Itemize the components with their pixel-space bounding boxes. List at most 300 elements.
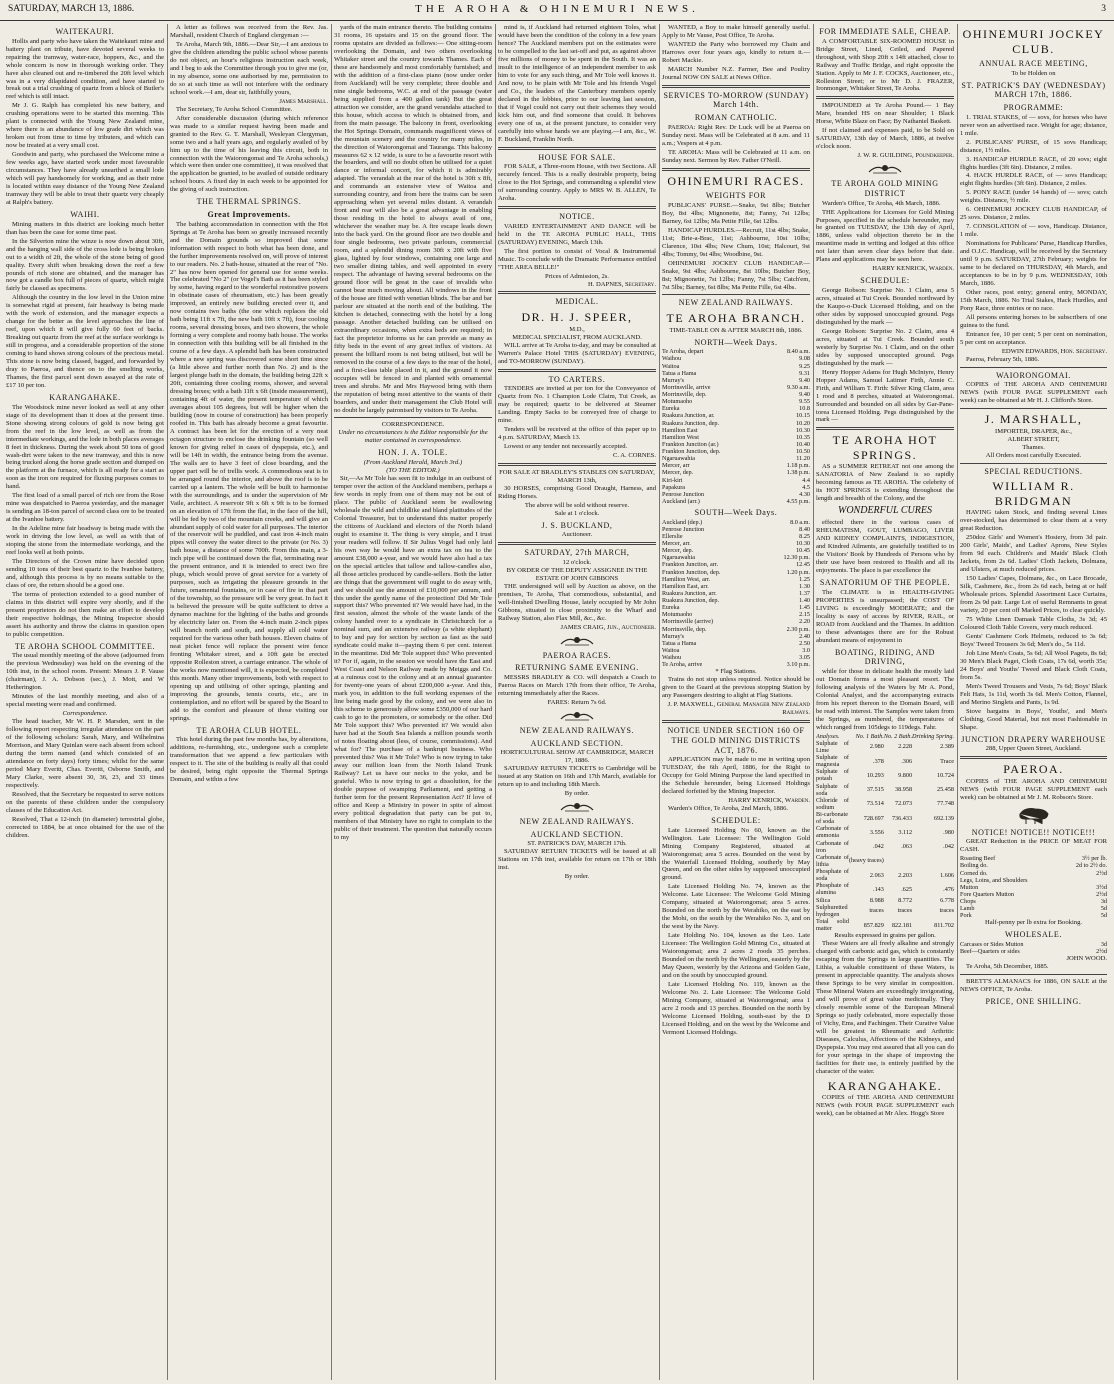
table-cell: Phosphate of alumina: [816, 882, 849, 897]
column-rule: [498, 291, 656, 294]
table-cell: 2.40: [799, 632, 810, 640]
paragraph: Trains do not stop unless required. Notice should be given to the Guard at the previous stopping Station by any Passengers desiring to alight at Flag Stations.: [662, 676, 810, 700]
paragraph: OHINEMURI JOCKEY CLUB HANDICAP.—Snake, 9st 4lbs; Ashbourne, 8st 10lbs; Butcher Boy, 8st; Mignonette, 7st 12lbs; Fanny, 7st 5lbs; Catch'em, 7st 5lbs; Barney, 6st 8lbs; Ma Petite Fille, 6st 4lbs.: [662, 259, 810, 291]
table-cell: Hamilton East: [662, 426, 698, 434]
section-heading: KARANGAHAKE.: [49, 393, 121, 403]
section-heading: JUNCTION DRAPERY WAREHOUSE: [961, 734, 1106, 744]
table-cell: 2.203: [898, 871, 913, 879]
centered-line: Half-penny per lb extra for Booking.: [984, 919, 1083, 927]
table-cell: 3.556: [869, 828, 884, 836]
table-row: [662, 576, 810, 583]
table-header-cell: Drinking Spring.: [912, 732, 954, 740]
table-cell: Sulphuretted hydrogen: [816, 903, 848, 918]
paragraph: TE AROHA: Mass will be Celebrated at 11 a.m. on Sunday next. Sermon by Rev. Father O'Neill.: [662, 148, 810, 164]
table-cell: Ruakura Junction, dep.: [662, 597, 720, 605]
paragraph: Entrance fee, 10 per cent; 5 per cent on nomination, 5 per cent on acceptance.: [960, 330, 1107, 346]
table-cell: 11.20: [796, 455, 810, 463]
table-cell: Carcases or Sides Mutton: [960, 941, 1024, 949]
page-number: 3: [1101, 4, 1106, 14]
paragraph: This hotel during the past few months has, by alterations, additions, re-furnishing, etc., undergone such a complete transformation that we append a few particulars with respect to it. The site of the building is really all that could be desired, being right opposite the Thermal Springs Domain, and within a few: [170, 736, 328, 784]
section-heading: ROMAN CATHOLIC.: [694, 113, 778, 123]
table-header-cell: No. 1 Bath.: [855, 732, 884, 740]
table-row: [662, 519, 810, 526]
table-cell: 1.25: [799, 575, 810, 583]
table-cell: [884, 854, 912, 868]
section-heading: PRICE, ONE SHILLING.: [985, 997, 1082, 1007]
paragraph: 7. CONSOLATION of — sovs, Handicap. Distance, 1 mile.: [960, 223, 1107, 239]
paragraph: 250doz Girls' and Women's Hosiery, from 3d pair. 200 Girls', Maids', and Ladies' Aprons, New Styles from 9d each. Children's and Maids' Black Cloth Jackets, from 2s 6d. Ladies' Cloth Jackets, Dolmans, and Ulsters, at much reduced prices.: [960, 534, 1107, 574]
paragraph: A COMFORTABLE SIX-ROOMED HOUSE in Bridge Street, Lined, Ceiled, and Papered throughout, with Shop 20ft x 14ft attached, close to Railway and Traffic Bridge, and right opposite the Station. Apply to Mr J. F. COCKS, Auctioneer, etc., Rolleston Street; or to Mr D. J. FRAZER, Ironmonger, Whitaker Street, Te Aroha.: [816, 37, 954, 93]
signature-line: JOHN WOOD.: [1066, 955, 1107, 963]
table-cell: 5d: [1100, 905, 1107, 913]
section-heading: WAIORONGOMAI.: [996, 370, 1071, 380]
table-cell: 6.778: [940, 896, 954, 904]
table-cell: .042: [943, 843, 954, 851]
table-row: [662, 526, 810, 533]
table-row: [816, 904, 954, 918]
section-heading: WEIGHTS FOR: [705, 191, 767, 201]
column-rule: [816, 96, 954, 99]
paragraph: George Robson: Surprise No. 2 Claim, area 4 acres, situated at Tui Creek. Bounded south westerly by Surprise No. 1 Claim, and on the other sides by supposed unoccupied ground. Pegs distinguished by the mark —: [816, 327, 954, 367]
table-cell: 10.724: [936, 771, 954, 779]
table-cell: 10.30: [796, 540, 810, 548]
table-row: [662, 661, 810, 668]
table-row: [662, 355, 810, 362]
centered-line: * Flag Stations.: [715, 668, 757, 676]
table-cell: 8.772: [898, 896, 913, 904]
table-cell: Motumaoho: [662, 611, 693, 619]
masthead: [0, 0, 1114, 21]
table-cell: 5d: [1100, 912, 1107, 920]
timetable: [960, 941, 1107, 955]
paragraph: Late Holding No. 104, known as the Leo. Late Licensee: The Wellington Gold Mining Co., situated at Waiorongomai; area 2 acres 2 roods 35 perches. Bounded on the north by the Wellington, easterly by the May Queen, westerly by the Arizona and Golden Gate, and on the south by unoccupied ground.: [662, 932, 810, 980]
paragraph: Henry Hopper Adams for Hugh McIntyre, Henry Hopper Adams, Samuel Latimer Firth, Annie C. Firth, and William T. Firth: Silver King Claim, area 1 rood and 8 perches, situated at Waiorongomai. Surrounded and bounded on all sides by Gar-Pane-torea Licensed Holding. Pegs distinguished by the mark —: [816, 368, 954, 424]
table-cell: 2½d: [1096, 948, 1107, 956]
table-cell: 2.20: [799, 618, 810, 626]
paragraph: 150 Ladies' Capes, Dolmans, &c., on Lace Brocade, Silk, Cashmere, &c., from 2s 6d each, being at or half Wholesale prices. Splendid Assortment Lace Curtains, from 2s 9d pair. Large Lot of useful Remnants in great variety, 20 per cent off Marked Prices, to clear quickly.: [960, 575, 1107, 615]
table-cell: 72.073: [895, 800, 913, 808]
section-heading: TE AROHA CLUB HOTEL.: [196, 725, 302, 735]
section-heading: SPECIAL REDUCTIONS.: [984, 466, 1083, 476]
table-cell: Motumaoho: [662, 398, 693, 406]
centered-line: FOR SALE AT BRADLEY'S STABLES ON SATURDAY, MARCH 13th,: [499, 468, 655, 484]
table-cell: Lamb: [960, 905, 975, 913]
column-5: [662, 24, 814, 1380]
centered-line: By order.: [564, 790, 590, 798]
table-row: [662, 618, 810, 625]
table-cell: 25.458: [936, 786, 954, 794]
display-heading: OHINEMURI RACES.: [667, 173, 805, 188]
table-row: [960, 870, 1107, 877]
table-header-row: [816, 733, 954, 740]
table-cell: Carbonate of iron: [816, 839, 849, 854]
paragraph: Gents' Cashmere Cork Helmets, reduced to 3s 6d; Boys' Tweed Trousers 3s 6d; Men's do., 5s 11d.: [960, 632, 1107, 648]
column-rule: [498, 369, 656, 372]
section-heading: PAEROA RACES.: [542, 650, 612, 660]
section-heading: NEW ZEALAND RAILWAYS.: [519, 725, 635, 735]
column-rule: [960, 463, 1107, 464]
table-row: [816, 797, 954, 811]
sub-heading: Correspondence.: [62, 710, 108, 718]
section-heading: NEW ZEALAND RAILWAYS.: [678, 298, 794, 308]
table-cell: 9.800: [898, 771, 913, 779]
table-row: [662, 604, 810, 611]
table-cell: 3.10 p.m.: [786, 661, 810, 669]
paragraph: Te Aroha, 5th December, 1885.: [966, 963, 1049, 971]
table-cell: 1.20 p.m.: [786, 568, 810, 576]
centered-line: ST. PATRICK'S DAY, MARCH 17th.: [527, 840, 627, 848]
table-cell: 1.606: [940, 871, 954, 879]
masthead-title: THE AROHA & OHINEMURI NEWS.: [415, 3, 699, 15]
table-cell: Beef—Quarters or sides: [960, 948, 1020, 956]
paragraph: Lowest or any tender not necessarily accepted.: [504, 442, 628, 450]
paragraph: The bathing accommodation in connection with the Hot Springs at Te Aroha has been so greatly increased recently and the Domain grounds so improved that some information with respect to both what has been done, and the further improvements resolved on, will prove of interest to our readers. No. 2 bath-house, situated at the rear of "No. 2" has now been opened for general use for some weeks. The celebrated "No 2" (or Vogel's Bath as it has been styled by some, having regard to the wonderful restorative powers in obstinate cases of rheumatism, etc.) has been greatly improved, an entirely new building erected over it, and now contains two baths (the one which replaces the old bath being 11ft x 7ft, the new bath 10ft x 7ft), four cooling rooms, several dressing boxes, and two showers, the whole forming a very complete and roomy bath house. The works in connection with this building will be all finished in the course of a few days. A splendid bath has been constructed where a new spring was discovered some short time since (a little above and further north than No. 2) and is the largest plunge bath in the domain, the building being 22ft x 20ft, containing three cooling rooms, shower, and several dressing boxes; with a bath 11ft x 6ft (inside measurement), containing 4ft of water, the present temperature of which averages about 105 degrees, but will be higher when the building (now in course of construction) has been properly roofed in. This bath has already become a great favourite. A contract has been let for the erection of a very neat octagon structure to enclose the drinking fountain (so well known for giving relief in cases of dyspepsia, etc.), and will be 14ft in width, the entrance being from the avenue. The walls are to have 3 feet of close boarding, and the upper part will be of trellis work. A commodious seat is to be arranged round the interior, and above the roof is to be carried up a lantern. The whole will be built to harmonise with the surroundings, and is under the supervision of Mr Vaile, architect. A reservoir 9ft x 6ft x 9ft is to be formed on an elevation of 17ft from the flat, in the face of the hill, will be fed by two of the mountain creeks, and will give an abundant supply of cold water for all purposes. The interior of the reservoir will be puddled, and cast iron 4-inch main pipes will convey the water direct to the private (or No. 3) bath house, a distance of some 700ft. From this main, a 3-inch pipe will be continued down the flat, terminating near the present entrance, and it is intended to erect two fire plugs, which would prove of great service for a variety of purposes, such as irrigating the pleasure grounds in the future, ornamental fountains, or in case of fire in that part of the township, so the pressure will be very great. In fact it is believed the pressure will be quite sufficient to drive a dynamo machine for the lighting of the baths and grounds by electricity later on. From the 4-inch main 2-inch pipes will branch north and south, and supply all cold water required for the various other bath houses. Eleven chains of neat picket fence will replace the present wire fence fronting Whitaker street, and a 10ft gate be erected opposite Rolleston street, a carriage entrance. The whole of the works now mentioned will, it is expected, be completed this month. Many other improvements, both with respect to opening up and utilising of other springs, planting and improving the grounds, tennis courts, etc., are in contemplation, and no effort will be spared by the Board to add to the comfort and pleasure of those visiting our springs.: [170, 220, 328, 722]
column-rule: [498, 147, 656, 150]
paragraph: GREAT Reduction in the PRICE OF MEAT FOR CASH.: [960, 838, 1107, 854]
paragraph: The head teacher, Mr W. H. P. Marsden, sent in the following report respecting irregular attendance on the part of the following scholars: Sarah, Mary, and Wilhelmina Morrison, and Mary Quinlan were each absent from school during the term named (and which consisted of an attendance on forty days) forty times; whilst for the same period Mary Everitt, Chas. Everitt, Osborne Smith, and Mary Clarke, were absent 30, 36, 23, and 33 times respectively.: [6, 718, 164, 789]
timetable: [662, 348, 810, 505]
sub-heading: Great Improvements.: [207, 210, 291, 220]
section-heading: FOR IMMEDIATE SALE, CHEAP.: [819, 27, 951, 36]
table-cell: Phosphate of soda: [816, 868, 849, 883]
centered-line: Thames.: [1022, 443, 1045, 451]
table-cell: 728.697: [863, 814, 884, 822]
section-heading: SERVICES TO-MORROW (SUNDAY) March 14th.: [663, 90, 809, 110]
table-row: [816, 840, 954, 854]
table-cell: Ruakura Junction, arr.: [662, 589, 717, 597]
masthead-date: SATURDAY, MARCH 13, 1886.: [8, 4, 135, 14]
table-row: [960, 898, 1107, 905]
table-row: [662, 469, 810, 476]
table-cell: 736.433: [891, 814, 913, 822]
table-cell: Chops: [960, 898, 976, 905]
paragraph: Stove bargains in Boys', Youths', and Men's Clothing, Good Material, but not most Fashionable in Shape.: [960, 707, 1107, 731]
column-3: [334, 24, 496, 1380]
table-cell: Frankton Junction, dep.: [662, 448, 721, 456]
display-heading: J. MARSHALL,: [984, 412, 1083, 427]
table-cell: 1.18 p.m.: [786, 462, 810, 470]
table-row: [816, 882, 954, 896]
table-cell: Tatua a Hama: [662, 639, 697, 647]
table-cell: 4.4: [802, 476, 810, 484]
signature-line: H. DAPNES, Secretary.: [587, 280, 656, 288]
paragraph: BRETT'S ALMANACS for 1886, ON SALE at the NEWS OFFICE, Te Aroha.: [960, 978, 1107, 994]
centered-line: (From Auckland Herald, March 3rd.): [363, 459, 463, 467]
table-cell: Trace: [940, 757, 954, 765]
signature-line: J. P. MAXWELL, General Manager New Zealand Railways.: [667, 701, 810, 717]
paragraph: Hollis and party who have taken the Waitekauri mine and battery plant on tribute, have devoted several weeks to repairing the tramway, water-race, hoppers, &c., and the whole concern is now in thorough working order. They have also cleaned out and re-timbered the 20ft level which was in a very dilapidated condition, and have started to break out a trial crushing of quartz from a block of Butler's reef which is still intact.: [6, 37, 164, 101]
table-cell: Morrinsville, arrive: [662, 383, 711, 391]
table-cell: Pork: [960, 912, 972, 920]
paragraph: MESSRS BRADLEY & CO. will despatch a Coach to Paeroa Races on March 17th from their office, Te Aroha, returning immediately after the Races.: [498, 674, 656, 698]
paragraph: COPIES of THE AROHA AND OHINEMURI NEWS (with FOUR PAGE SUPPLEMENT each week), can be obtained at Mr Alex. Hogg's Store: [816, 1094, 954, 1118]
table-cell: .063: [901, 843, 913, 851]
paragraph: Paeroa, February 5th, 1886.: [966, 355, 1040, 363]
paragraph: THE Applications for Licenses for Gold Mining Purposes, specified in the schedule hereunder, may be granted on TUESDAY, the 13th day of April, 1886, unless valid objection thereto be in the meantime made in writing and lodged at this office not later than seven clear days before that date. Plans and applications may be seen here.: [816, 208, 954, 264]
table-row: [662, 391, 810, 398]
table-row: [662, 420, 810, 427]
table-cell: 10.35: [796, 433, 810, 441]
table-row: [816, 918, 954, 932]
section-heading: HOUSE FOR SALE.: [538, 152, 616, 162]
table-row: [662, 455, 810, 462]
table-cell: Waihou: [662, 355, 682, 363]
centered-line: HORTICULTURAL SHOW AT CAMBRIDGE, MARCH 17, 1886.: [500, 749, 654, 765]
paragraph: APPLICATION may be made to me in writing upon TUESDAY, the 6th April, 1886, for the Right to Occupy for Gold Mining Purpose the land specified in the Schedule hereunder, being Licensed Holdings declared forfeited by the Mining Inspector.: [662, 756, 810, 796]
table-cell: Ngaruawahia: [662, 455, 695, 463]
table-cell: 3½ per lb.: [1081, 855, 1107, 863]
section-heading: WHOLESALE.: [1005, 930, 1062, 940]
section-heading: MEDICAL.: [555, 297, 599, 307]
paragraph: A letter as follows was received from the Rev. Jas. Marshall, resident Church of England clergyman :—: [170, 24, 328, 39]
centered-line: Under no circumstances is the Editor responsible for the matter contained in correspondence.: [338, 429, 488, 445]
table-cell: 2d to 2½ do.: [1075, 862, 1107, 870]
paragraph: The CLIMATE is in HEALTH-GIVING PROPERTIES is unsurpassed; the COST OF LIVING is exceedingly MODERATE; and the locality is easy of access by RIVER, RAIL, or ROAD from Auckland and the Thames. In addition to these advantages there are for the Robust abundant means of enjoyment in: [816, 588, 954, 644]
column-rule: [960, 367, 1107, 368]
column-rule: [662, 294, 810, 295]
table-row: [816, 897, 954, 904]
section-heading: RETURNING SAME EVENING.: [515, 663, 639, 673]
section-heading: WAIHI.: [70, 210, 100, 220]
display-heading: TE AROHA HOT SPRINGS.: [832, 433, 938, 462]
paragraph: WANTED the Party who borrowed my Chain and Harrows over four years ago, kindly to return it.—Robert Mackie.: [662, 40, 810, 64]
paragraph: 5. PONY RACE (under 14 hands) of — sovs; catch weights. Distance, ½ mile.: [960, 189, 1107, 205]
table-cell: 9.40: [799, 391, 810, 399]
section-heading: BOATING, RIDING, AND DRIVING,: [835, 647, 935, 667]
signature-line: HARRY KENRICK, Warden.: [872, 265, 954, 273]
table-cell: Sulphate of magnesia: [816, 754, 849, 769]
table-cell: [1061, 877, 1107, 884]
table-cell: 3.0: [802, 646, 810, 654]
column-1: [6, 24, 168, 1380]
table-row: [816, 811, 954, 825]
centered-line: 12 o'clock.: [562, 559, 592, 567]
table-cell: Total solid matter: [816, 917, 849, 933]
table-cell: Sulphate of potash: [816, 768, 849, 783]
column-rule: [816, 427, 954, 430]
table-cell: 10.8: [799, 405, 810, 413]
table-cell: Waitoa: [662, 362, 680, 370]
table-cell: Frankton Junction, arr.: [662, 561, 719, 569]
signature-line: EDWIN EDWARDS, Hon. Secretary.: [1001, 347, 1107, 355]
table-row: [662, 384, 810, 391]
table-row: [662, 441, 810, 448]
paragraph: WILL arrive at Te Aroha to-day, and may be consulted at Warren's Palace Hotel THIS (SATURDAY) EVENING, and TO-MORROW (SUNDAY).: [498, 341, 656, 365]
table-cell: .980: [943, 828, 954, 836]
table-row: [960, 855, 1107, 862]
paragraph: HANDICAP HURDLES.—Recruit, 11st 4lbs; Snake, 11st; Brie-a-Brac, 11st; Ashbourne, 10st 10lbs; Clarence, 10st 4lbs; New Chum, 10st; Halcourt, 9st 4lbs; Tommy, 9st 4lbs; Woodbine, 9st.: [662, 226, 810, 258]
paragraph: The Directors of the Crown mine have decided upon sending 10 tons of their best quartz to the Ivanhoe battery, and, although this process is by no means suitable to the class of ore, the return should be a good one.: [6, 558, 164, 590]
section-heading: NEW ZEALAND RAILWAYS.: [519, 817, 635, 827]
paragraph: The first portion to consist of Vocal & Instrumental Music. To conclude with the Dramatic Performance entitled "THE AREA BELLE!": [498, 247, 656, 271]
table-cell: Eureka: [662, 405, 680, 413]
paragraph: Men's Tweed Trousers and Vests, 7s 6d; Boys' Black Felt Hats, 1s 11d, worth 3s 6d. Men's Cotton, Flannel, and Merino Singlets and Pants, 1s 9d.: [960, 682, 1107, 706]
table-row: [662, 583, 810, 590]
table-cell: 8.40: [799, 525, 810, 533]
table-row: [662, 363, 810, 370]
paragraph: 30 HORSES, comprising Good Draught, Harness, and Riding Horses.: [498, 484, 656, 500]
table-cell: Morrinsville, dep.: [662, 625, 707, 633]
table-row: [662, 448, 810, 455]
table-cell: 37.515: [866, 786, 884, 794]
display-heading: TE AROHA BRANCH.: [666, 311, 806, 326]
table-cell: 9.30 a.m.: [786, 383, 810, 391]
table-cell: Waitoa: [662, 646, 680, 654]
table-cell: 2½d: [1096, 869, 1107, 877]
table-cell: Eureka: [662, 604, 680, 612]
table-cell: Sulphate of soda: [816, 782, 849, 797]
table-cell: Te Aroha, depart: [662, 348, 704, 356]
table-row: [816, 854, 954, 868]
centered-line: CORRESPONDENCE.: [381, 421, 445, 429]
table-row: [960, 941, 1107, 948]
column-rule: [662, 168, 810, 171]
table-row: [662, 561, 810, 568]
column-rule: [662, 85, 810, 88]
column-rule: [498, 206, 656, 209]
paragraph: The usual monthly meeting of the above (adjourned from the previous Wednesday) was held on the evening of the 10th inst, in the school room. Present: Messrs J. P. Vause (chairman), J. A. Dobson (sec.), J. Mott, and W Hetherington.: [6, 652, 164, 692]
table-row: [662, 597, 810, 604]
table-cell: 822.181: [891, 921, 913, 929]
table-cell: .378: [873, 757, 884, 765]
paragraph: In the Adeline mine fair headway is being made with the work in driving the low level, as well as with that of stoping the stone from the intermediate workings, and the reef looks well at both points.: [6, 525, 164, 557]
table-row: [662, 348, 810, 355]
table-row: [960, 884, 1107, 891]
table-cell: 3.112: [898, 828, 913, 836]
column-rule: [498, 542, 656, 545]
table-cell: traces: [939, 907, 954, 915]
section-heading: NOTICE UNDER SECTION 160 OF THE GOLD MINING DISTRICTS ACT, 1876.: [667, 726, 805, 755]
table-cell: Roasting Beef: [960, 855, 996, 863]
signature-line: James Marshall.: [279, 97, 328, 105]
table-cell: .625: [901, 885, 913, 893]
crest-ornament: [816, 162, 954, 176]
table-header-cell: Analyses.: [816, 732, 840, 740]
centered-line: M.D.,: [569, 325, 585, 333]
section-heading: NOTICE.: [559, 212, 595, 222]
table-row: [816, 740, 954, 754]
paragraph: 4. HACK HURDLE RACE, of — sovs Handicap; eight flights hurdles (3ft 6in). Distance, 2 miles.: [960, 172, 1107, 188]
section-heading: PROGRAMME:: [1003, 103, 1064, 113]
table-row: [816, 768, 954, 782]
table-cell: Murray's: [662, 376, 685, 384]
table-row: [662, 533, 810, 540]
centered-line: Prices of Admission, 2s.: [545, 272, 609, 280]
paragraph: Nominations for Publicans' Purse, Handicap Hurdles, and O.J.C. Handicap, will be received by the Secretary until 9 p.m. SATURDAY, 27th February; weights for same to be declared on THURSDAY, 4th March, and acceptances to be in by 9 p.m. WEDNESDAY, 10th March, 1886.: [960, 240, 1107, 288]
table-cell: .143: [873, 885, 884, 893]
table-cell: Ruakura Junction, dep.: [662, 419, 720, 427]
table-cell: Bi-carbonate of soda: [816, 811, 848, 826]
paragraph: Warden's Office, Te Aroha, 2nd March, 1886.: [668, 805, 789, 812]
table-row: [662, 405, 810, 412]
table-row: [662, 427, 810, 434]
section-heading: SCHEDULE:: [860, 276, 910, 286]
paragraph: After considerable discussion (during which reference was made to a similar request having been made and granted to the Rev. G. T. Marshall, Wesleyan Clergyman, some two and a half years ago, and regularly availed of by him up to the time of his leaving this circuit, both in connection with the Waiorongomai and Te Aroha schools,) which were then under one committee), it was resolved that the application be granted, to be availed of outside ordinary school hours. A fixed day in each week to be appointed for the giving of such instruction.: [170, 114, 328, 194]
paragraph: The terms of protection extended to a good number of claims in this district will expire very shortly, and if the present proprietors do not then make an effort to develop their respective holdings, the Mining Inspector should assert his authority and throw the claims in question open to public competition.: [6, 590, 164, 638]
table-cell: Corned do.: [960, 869, 988, 877]
table-cell: Murray's: [662, 632, 685, 640]
centered-line: MEDICAL SPECIALIST, FROM AUCKLAND.: [512, 333, 642, 341]
table-cell: traces: [897, 907, 913, 915]
table-cell: Boiling do.: [960, 862, 988, 870]
paragraph: 3. HANDICAP HURDLE RACE, of 20 sovs; eight flights hurdles (3ft 6in). Distance, 2 miles.: [960, 155, 1107, 171]
timetable: [960, 855, 1107, 919]
table-cell: 1.40: [799, 597, 810, 605]
ox-engraving: [960, 805, 1107, 825]
column-rule: [960, 756, 1107, 759]
paragraph: All persons entering horses to be subscribers of one guinea to the fund.: [960, 313, 1107, 329]
paragraph: These Waters are all freely alkaline and strongly charged with carbonic acid gas, which is constantly escaping from the Springs in large quantities. The Lithia, a valuable constituent of these Waters, is present in appreciable quantity. The analysis shows these Springs to be very similar in composition. These Mineral Waters are exceedingly invigorating, and will prove of great value medicinally. They closely resemble some of the European Mineral Springs so justly celebrated, more especially those of Vichy, Ems, and Fachingen. Their Curative Value will be greatest in Rheumatic and Arthritic Diseases, Calculus, Affections of the Kidneys, and Dyspepsia. You may rest assured that all you can do for your springs in the shape of improving the facilities for their use, is entirely justified by the character of the water.: [816, 940, 954, 1075]
table-row: [662, 484, 810, 491]
paragraph: COPIES of THE AROHA AND OHINEMURI NEWS (with FOUR PAGE SUPPLEMENT each week) can be obtained at Mr H. J. Clifford's Store.: [960, 381, 1107, 405]
table-cell: 10.40: [796, 440, 810, 448]
section-heading: SCHEDULE:: [711, 815, 761, 825]
table-row: [662, 569, 810, 576]
section-heading: THE THERMAL SPRINGS.: [196, 197, 302, 207]
paragraph: IMPOUNDED at Te Aroha Pound.— 1 Bay Mare, branded HS on near Shoulder; 1 Black Horse, White Blaze on Face; By Nathaniel Baskett.: [816, 102, 954, 126]
table-row: [662, 547, 810, 554]
paragraph: VARIED ENTERTAINMENT AND DANCE will be held in the TE AROHA PUBLIC HALL, THIS (SATURDAY) EVENING, March 13th.: [498, 222, 656, 246]
section-heading: AUCKLAND SECTION.: [530, 738, 624, 748]
paragraph: Late Licensed Holding No 60, known as the Wellington. Late Licensee: The Wellington Gold Mining Company Registered, situated at Waiorongomai; area 5 acres. Bounded on the west by the Waterfall Licensed Holding, southerly by May Queen, and on the other sides by supposed unoccupied ground.: [662, 826, 810, 882]
column-7: [960, 24, 1110, 1380]
paragraph: In the Silverton mine the winze is now down about 30ft, and the hanging wall side of the cross lode is being broken out to a width of 2ft, the whole of the stone being of good quality. Every shift when breaking down the reef a few pounds of rich stone are obtained, and the manager has now got a candle box full of pieces of quartz, which might fairly be classed as specimens.: [6, 237, 164, 293]
paragraph: Resolved, That a 12-inch (in diameter) terrestrial globe, corrected to 1884, be at once obtained for the use of the children.: [6, 815, 164, 839]
crest-ornament: [498, 634, 656, 648]
table-cell: 10.293: [866, 771, 884, 779]
table-cell: 3d: [1100, 941, 1107, 949]
centered-line: By order.: [564, 873, 590, 881]
paragraph: effected there in the various cases of RHEUMATISM, GOUT, LUMBAGO, LIVER AND KIDNEY COMPLAINTS, INDIGESTION, and Kindred Ailments, are gratefully testified to in the Visitors' Book by Hundreds of Persons who by their use have been restored to Health and all its enjoyments. The place is par excellence the: [816, 519, 954, 575]
table-cell: (heavy traces): [848, 857, 884, 865]
table-cell: Waihou: [662, 654, 682, 662]
section-heading: TO CARTERS.: [548, 374, 606, 384]
table-cell: Mercer, dep.: [662, 547, 694, 555]
table-cell: 692.139: [933, 814, 954, 822]
table-cell: 4.30: [799, 490, 810, 498]
table-cell: 2.389: [940, 743, 954, 751]
paragraph: PUBLICANS' PURSE.—Snake, 9st 8lbs; Butcher Boy, 8st 4lbs; Mignonette, 8st; Fanny, 7st 12lbs; Barney, 6st 12lbs; Ma Petite Fille, 6st 12lbs.: [662, 201, 810, 225]
table-cell: Hamilton West, arr.: [662, 575, 711, 583]
paragraph: while for those in delicate health the mostly laid out Domain forms a most pleasant resort. The following analysis of the Waters by Mr A. Pond, Colonial Analyst, and the accompanying extracts from his report thereon to the Domain Board, will be read with interest. The Samples were taken from the Springs, as numbered, the temperatures of which ranged from 105degs to 119degs. Fahr.: [816, 667, 954, 731]
paragraph: Te Aroha, March 9th, 1886.—Dear Sir,—I am anxious to give the children attending the public school whose parents do not object, an hour's religious instruction each week, and I beg to ask the Committee through you to give me (or, in my absence, some one authorised by me, permission to do so at such time as will not interfere with the ordinary school work.—I am, dear sir, faithfully yours,: [170, 40, 328, 96]
table-row: [960, 877, 1107, 884]
display-heading: WONDERFUL CURES: [838, 505, 932, 517]
table-cell: 38.958: [895, 786, 913, 794]
column-rule: [960, 974, 1107, 975]
section-heading: J. S. BUCKLAND,: [541, 520, 613, 530]
table-row: [960, 891, 1107, 898]
table-cell: 857.829: [863, 921, 884, 929]
paragraph: Resolved, that the Secretary be requested to serve notices on the parents of these children under the compulsory clauses of the Education Act.: [6, 790, 164, 814]
section-heading: HON. J. A. TOLE.: [378, 448, 448, 458]
table-cell: Sulphate of Lime: [816, 739, 849, 754]
table-row: [662, 654, 810, 661]
column-rule: [498, 463, 656, 466]
table-cell: 9.31: [799, 369, 810, 377]
section-heading: NOTICE! NOTICE!! NOTICE!!!: [971, 827, 1096, 837]
centered-line: 288, Upper Queen Street, Auckland.: [985, 745, 1082, 753]
signature-line: C. A. CORNES.: [612, 451, 656, 459]
paragraph: 1. TRIAL STAKES, of — sovs, for horses who have never won an advertised race. Weight for age; distance, 1 mile.: [960, 113, 1107, 137]
table-cell: .042: [873, 843, 884, 851]
table-row: [662, 626, 810, 633]
table-cell: 3.05: [799, 654, 810, 662]
centered-line: IMPORTER, DRAPER, &c.,: [995, 427, 1072, 435]
table-row: [816, 754, 954, 768]
table-cell: Silica: [816, 896, 831, 904]
table-cell: 3½d: [1096, 883, 1107, 891]
